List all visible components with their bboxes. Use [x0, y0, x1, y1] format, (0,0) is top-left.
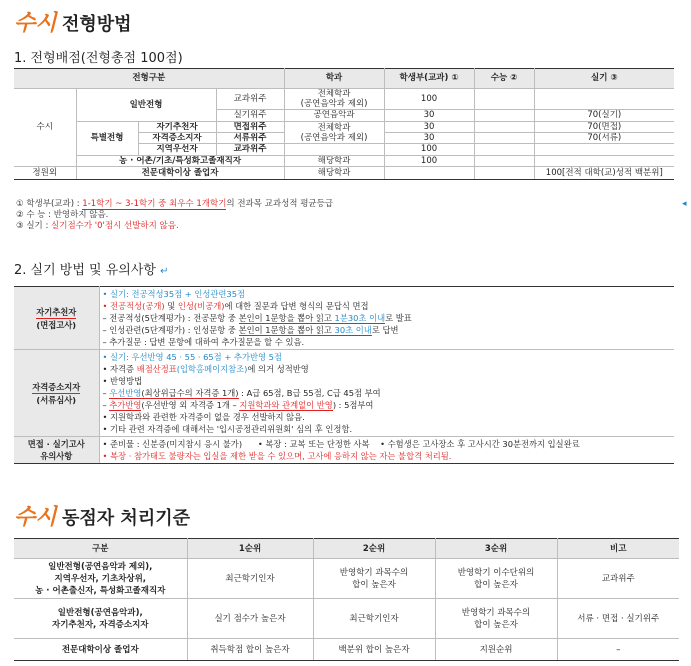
- page-title: 전형방법: [62, 14, 132, 35]
- cell-general: 일반전형: [76, 89, 216, 122]
- tie-header-r2: 2순위: [313, 539, 435, 559]
- self-l3-b: 본인이 1문항을 뽑아 읽고: [238, 313, 332, 323]
- cell-score-100: 100: [384, 89, 474, 110]
- self-l3-d: 로 발표: [385, 313, 412, 323]
- cell-practical-1: [534, 89, 674, 110]
- cert-line-4: [103, 387, 672, 399]
- self-line-3: [103, 312, 672, 324]
- tie-row2-category: 일반전형(공연음악과), 자기추천자, 자격증소지자: [14, 599, 187, 639]
- notice-label-1: 면접 · 실기고사: [27, 439, 85, 449]
- cell-document-focus: 서류위주: [216, 133, 284, 144]
- tie-row3-category: 전문대학이상 졸업자: [14, 639, 187, 661]
- self-l3-a: – 전공적성(5단계평가) : 전공문항 중: [102, 313, 239, 323]
- cert-l5-e: ) : 5점부여: [332, 400, 374, 410]
- cell-susi: 수시: [14, 89, 76, 167]
- note-3-red: 실기점수가 '0'점시 선발하지 않음.: [51, 221, 179, 231]
- notice-label: [14, 437, 99, 464]
- cell-practical-100: 100[전적 대학(교)성적 백분위]: [534, 166, 674, 179]
- tie-row1-r2: 반영학기 과목수의 합이 높은자: [313, 559, 435, 599]
- tie-row3-r2: 백분위 합이 높은자: [313, 639, 435, 661]
- practical-table: [14, 286, 674, 464]
- cert-holder-content: [99, 350, 674, 437]
- cell-score-30a: 30: [384, 110, 474, 122]
- self-l2-b: 및: [164, 301, 178, 311]
- cell-score-100c: 100: [384, 155, 474, 166]
- self-l2-a: • 전공적성(공개): [102, 301, 165, 311]
- score-table: [14, 68, 674, 180]
- tie-table: [14, 538, 679, 661]
- cell-college-grad: 전문대학이상 졸업자: [76, 166, 284, 179]
- cert-line-1: • 실기: 우선반영 45 · 55 · 65점 + 추가반영 5점: [102, 352, 282, 362]
- tie-row2-r1: 실기 점수가 높은자: [187, 599, 313, 639]
- cert-l4-c: (최상위급수의 자격증 1개): [141, 388, 239, 398]
- cert-line-2: [103, 363, 672, 375]
- cell-csat-1: [474, 89, 534, 110]
- self-l4-a: – 인성관련(5단계평가) : 인성문항 중: [102, 325, 239, 335]
- self-recommend-content: [99, 287, 674, 350]
- tie-row3-r1: 취득학점 합이 높은자: [187, 639, 313, 661]
- note-1-red: 1-1학기 ~ 3-1학기 중 최우수 1개학기: [82, 199, 227, 209]
- cert-l5-a: –: [102, 400, 110, 410]
- cert-holder-label: [14, 350, 99, 437]
- cell-practical-6: [534, 155, 674, 166]
- cell-practical-5: [534, 144, 674, 155]
- tie-row1-category: 일반전형(공연음악과 제외), 지역우선자, 기초차상위, 농 · 어촌출신자, 특성화고졸재직자: [14, 559, 187, 599]
- cert-l4-d: : A급 65점, B급 55점, C급 45점 부여: [238, 388, 381, 398]
- cell-csat-3: [474, 122, 534, 133]
- tie-header-r3: 3순위: [435, 539, 557, 559]
- self-recommend-label: [14, 287, 99, 350]
- cert-l5-c: (우선반영 외 자격증 1개 –: [141, 400, 240, 410]
- note-3-prefix: ③ 실기 :: [16, 221, 52, 231]
- self-l4-d: 로 답변: [371, 325, 399, 335]
- cell-dept-all2: 전체학과 (공연음악과 제외): [284, 122, 384, 144]
- tie-header-note: 비고: [557, 539, 679, 559]
- note-1-prefix: ① 학생부(교과) :: [16, 199, 83, 209]
- self-l4-c: 30초 이내: [331, 325, 372, 335]
- cert-l2-a: • 자격증: [102, 364, 137, 374]
- susi-logo: 수시: [14, 10, 57, 36]
- cert-l5-b: 추가반영: [109, 400, 142, 410]
- notice-line-2: • 복장 · 참가태도 불량자는 입실을 제한 받을 수 있으며, 고사에 응하지 않는 자는 불합격 처리됨.: [102, 451, 452, 461]
- note-1-suffix: 의 전과목 교과성적 평균등급: [226, 199, 334, 209]
- self-l3-c: 1분30초 이내: [331, 313, 386, 323]
- cert-line-7: • 기타 관련 자격증에 대해서는 '입시공정관리위원회' 심의 후 인정함.: [102, 424, 353, 434]
- tie-row1-r1: 최근학기인자: [187, 559, 313, 599]
- cell-csat-4: [474, 133, 534, 144]
- score-notes: [16, 199, 676, 232]
- cell-csat-5: [474, 144, 534, 155]
- section2-title-text: 2. 실기 방법 및 유의사항: [14, 263, 156, 278]
- self-label-1: 자기추천자: [36, 306, 77, 317]
- side-marker-icon: ◂: [682, 199, 687, 209]
- cell-score-30b: 30: [384, 122, 474, 133]
- self-l2-d: 에 대한 질문과 답변 형식의 문답식 면접: [224, 301, 369, 311]
- cell-regional: 지역우선자: [138, 144, 216, 155]
- header-practical: 실기 ③: [534, 69, 674, 89]
- self-l2-c: 인성(비공개): [177, 301, 225, 311]
- cell-csat-7: [474, 166, 534, 179]
- cell-subject-focus2: 교과위주: [216, 144, 284, 155]
- section1-subtitle: 1. 전형배점(전형총점 100점): [14, 51, 183, 66]
- cert-l2-c: (입학홈페이지참조): [176, 364, 248, 374]
- tie-row1-note: 교과위주: [557, 559, 679, 599]
- cell-dept-all: 전체학과 (공연음악과 제외): [284, 89, 384, 110]
- cell-csat-2: [474, 110, 534, 122]
- cert-l2-d: 에 의거 성적반영: [247, 364, 309, 374]
- cert-line-6: • 지원학과와 관련한 자격증이 없을 경우 선발하지 않음.: [102, 412, 305, 422]
- cell-dept-applicable: 해당학과: [284, 155, 384, 166]
- notice-line-1: [103, 438, 672, 450]
- self-l4-b: 본인이 1문항을 뽑아 읽고: [238, 325, 332, 335]
- cell-practical-70-document: 70(서류): [534, 133, 674, 144]
- note-1: [16, 199, 676, 210]
- susi-logo-2: 수시: [14, 504, 57, 530]
- cert-line-3: • 반영방법: [102, 376, 143, 386]
- notice-l1-b: • 복장 : 교복 또는 단정한 사복: [257, 439, 370, 449]
- cell-score-30c: 30: [384, 133, 474, 144]
- cell-subject-focus: 교과위주: [216, 89, 284, 110]
- cert-l4-b: 우선반영: [109, 388, 142, 398]
- cert-l4-a: –: [102, 388, 110, 398]
- cert-l2-b: 배점산정표: [136, 364, 177, 374]
- notice-label-2: 유의사항: [40, 451, 73, 461]
- cell-self-recommend: 자기추천자: [138, 122, 216, 133]
- tie-title: 동점자 처리기준: [62, 508, 190, 529]
- header-csat: 수능 ②: [474, 69, 534, 89]
- cell-practical-70: 70(실기): [534, 110, 674, 122]
- cell-jeongwon: 정원외: [14, 166, 76, 179]
- tie-row2-r3: 반영학기 과목수의 합이 높은자: [435, 599, 557, 639]
- notice-l1-c: • 수험생은 고사장소 후 고사시간 30분전까지 입실완료: [380, 439, 580, 449]
- cell-farm: 농 · 어촌/기초/특성화고졸재직자: [76, 155, 284, 166]
- note-3: [16, 221, 676, 232]
- tie-row3-r3: 지원순위: [435, 639, 557, 661]
- self-line-4: [103, 324, 672, 336]
- notice-l1-a: • 준비물 : 신분증(미지참시 응시 불가): [102, 439, 243, 449]
- return-icon: ↵: [160, 266, 169, 277]
- cell-interview-focus: 면접위주: [216, 122, 284, 133]
- tie-row3-note: –: [557, 639, 679, 661]
- cert-l5-d: 지원학과와 관계없이 반영: [239, 400, 333, 410]
- tie-row2-r2: 최근학기인자: [313, 599, 435, 639]
- cell-dept-music: 공연음악과: [284, 110, 384, 122]
- cell-special: 특별전형: [76, 122, 138, 156]
- self-line-1: • 실기: 전공적성35점 + 인성관련35점: [102, 289, 245, 299]
- self-line-2: [103, 300, 672, 312]
- cell-score-100b: 100: [384, 144, 474, 155]
- self-label-2: (면접고사): [36, 319, 77, 330]
- self-line-5: – 추가질문 : 답변 문항에 대하여 추가질문을 할 수 있음.: [102, 337, 305, 347]
- tie-row1-r3: 반영학기 이수단위의 합이 높은자: [435, 559, 557, 599]
- cell-csat-6: [474, 155, 534, 166]
- cell-practical-focus: 실기위주: [216, 110, 284, 122]
- cell-dept-blank: [284, 144, 384, 155]
- header-dept: 학과: [284, 69, 384, 89]
- cell-dept-applicable2: 해당학과: [284, 166, 384, 179]
- tie-header-category: 구분: [14, 539, 187, 559]
- cert-label-1: 자격증소지자: [32, 381, 81, 392]
- section2-title: [14, 259, 169, 278]
- note-2: ② 수 능 : 반영하지 않음.: [16, 210, 109, 220]
- tie-header-r1: 1순위: [187, 539, 313, 559]
- cert-line-5: [103, 399, 672, 411]
- cert-label-2: (서류심사): [36, 394, 77, 405]
- cell-cert-holder: 자격증소지자: [138, 133, 216, 144]
- tie-row2-note: 서류 · 면접 · 실기위주: [557, 599, 679, 639]
- cell-practical-70-interview: 70(면접): [534, 122, 674, 133]
- notice-content: [99, 437, 674, 464]
- header-type: 전형구분: [14, 69, 284, 89]
- cell-score-blank: [384, 166, 474, 179]
- header-record: 학생부(교과) ①: [384, 69, 474, 89]
